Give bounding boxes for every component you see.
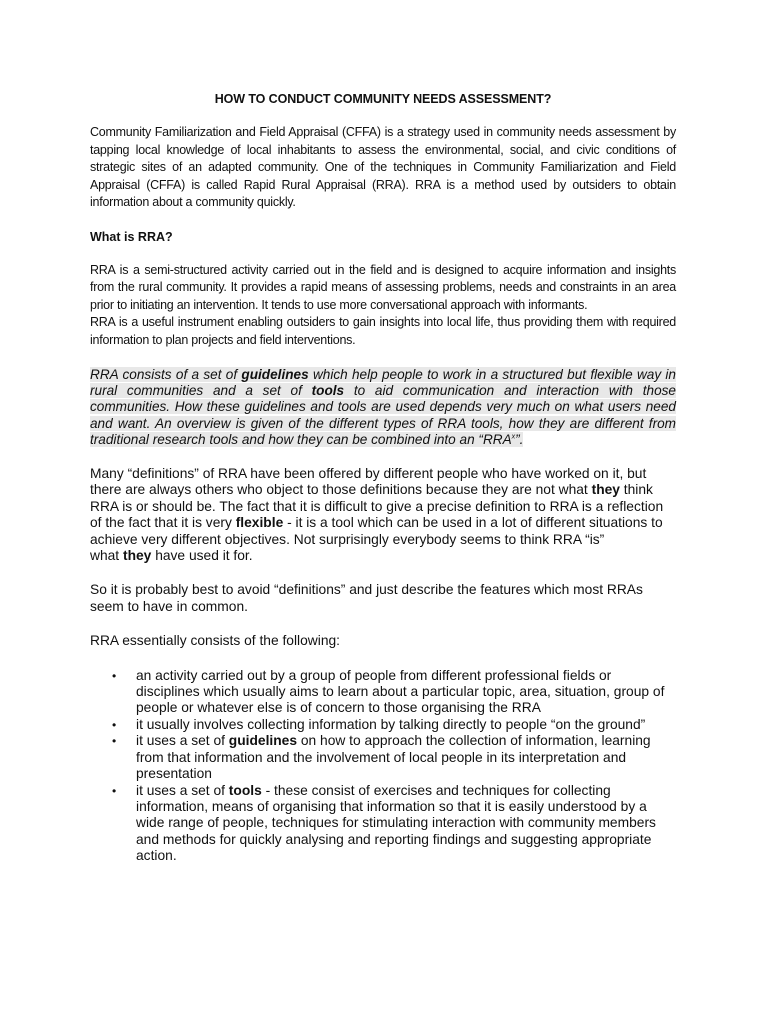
- definitions-paragraph: [90, 466, 676, 564]
- intro-paragraph: Community Familiarization and Field Appraisal (CFFA) is a strategy used in community needs assessment by tapping local knowledge of local inhabitants to assess the environmental, social, and civic conditions of strategic sites of an adapted community. One of the techniques in Community Familiarization and Field Appraisal (CFFA) is called Rapid Rural Appraisal (RRA). RRA is a method used by outsiders to obtain information about a community quickly.: [90, 125, 676, 209]
- highlight-text-1: RRA consists of a set of: [90, 367, 242, 382]
- list-item-text: it usually involves collecting information by talking directly to people “on the ground”: [136, 716, 646, 732]
- features-paragraph: So it is probably best to avoid “definitions” and just describe the features which most RRAs seem to have in common.: [90, 582, 643, 614]
- list-item-text: - these consist of exercises and techniques for collecting information, means of organising that information so that it is easily understood by a wide range of people, techniques for stimulating interaction with community members and methods for quickly analysing and reporting findings and suggesting appropriate action.: [136, 782, 656, 864]
- list-item: [90, 668, 676, 717]
- list-item-text: it uses a set of: [136, 782, 229, 798]
- highlight-text-4: ”.: [515, 431, 524, 447]
- features-list: [90, 668, 676, 865]
- highlight-guidelines-bold: guidelines: [241, 367, 309, 382]
- what-is-rra-heading: What is RRA?: [90, 229, 173, 244]
- definitions-text-4: what: [90, 548, 123, 564]
- definitions-text-1: Many “definitions” of RRA have been offered by different people who have worked on it, but there are always others who object to those definitions because they are not what: [90, 466, 647, 498]
- definitions-flexible-bold: flexible: [235, 515, 284, 531]
- list-item-text: it uses a set of: [136, 733, 229, 749]
- definitions-text-5: have used it for.: [151, 548, 253, 564]
- what-is-rra-paragraph-1: RRA is a semi-structured activity carried out in the field and is designed to acquire information and insights from the rural community. It provides a rapid means of assessing problems, needs and constraints in an area prior to initiating an intervention. It tends to use more conversational approach with informants.: [90, 262, 676, 312]
- highlight-text-3: to aid communication and interaction with those communities. How these guidelines and tools are used depends very much on what users need and want. An overview is given of the different types of RRA tools, how they are different from traditional research tools and how they can be combined into an “RRA: [90, 383, 676, 447]
- highlight-tools-bold: tools: [311, 383, 345, 399]
- highlighted-paragraph: [90, 367, 676, 448]
- definitions-text-3: - it is a tool which can be used in a lot of different situations to achieve very different objectives. Not surprisingly everybody seems to think RRA “is”: [90, 515, 663, 547]
- list-item-tools-bold: tools: [228, 782, 262, 798]
- bullet-icon: •: [112, 668, 117, 683]
- definitions-text-2: think RRA is or should be. The fact that it is difficult to give a precise definition to RRA is a reflection of the fact that it is very: [90, 482, 664, 531]
- highlight-background: [90, 367, 676, 447]
- list-item: [90, 733, 676, 782]
- what-is-rra-paragraph-2: RRA is a useful instrument enabling outsiders to gain insights into local life, thus providing them with required information to plan projects and field interventions.: [90, 315, 676, 347]
- highlight-footnote-marker: x: [511, 433, 516, 441]
- bullet-icon: •: [112, 734, 117, 749]
- list-item-text: an activity carried out by a group of people from different professional fields or disciplines which usually aims to learn about a particular topic, area, situation, group of people or whatever else is of concern to those organising the RRA: [136, 667, 665, 716]
- list-item-guidelines-bold: guidelines: [228, 733, 298, 749]
- definitions-they-bold-2: they: [122, 548, 152, 564]
- list-item: [90, 783, 676, 865]
- list-item-text: on how to approach the collection of information, learning from that information and the involvement of local people in its interpretation and presentation: [136, 733, 651, 782]
- definitions-they-bold-1: they: [591, 482, 620, 498]
- consists-intro: RRA essentially consists of the following:: [90, 633, 340, 649]
- list-item: [90, 717, 676, 733]
- bullet-icon: •: [112, 717, 117, 732]
- highlight-text-2: which help people to work in a structured but flexible way in rural communities and a set of: [90, 367, 676, 399]
- bullet-icon: •: [112, 783, 117, 798]
- document-page: [90, 92, 676, 865]
- document-title: HOW TO CONDUCT COMMUNITY NEEDS ASSESSMENT?: [214, 92, 552, 106]
